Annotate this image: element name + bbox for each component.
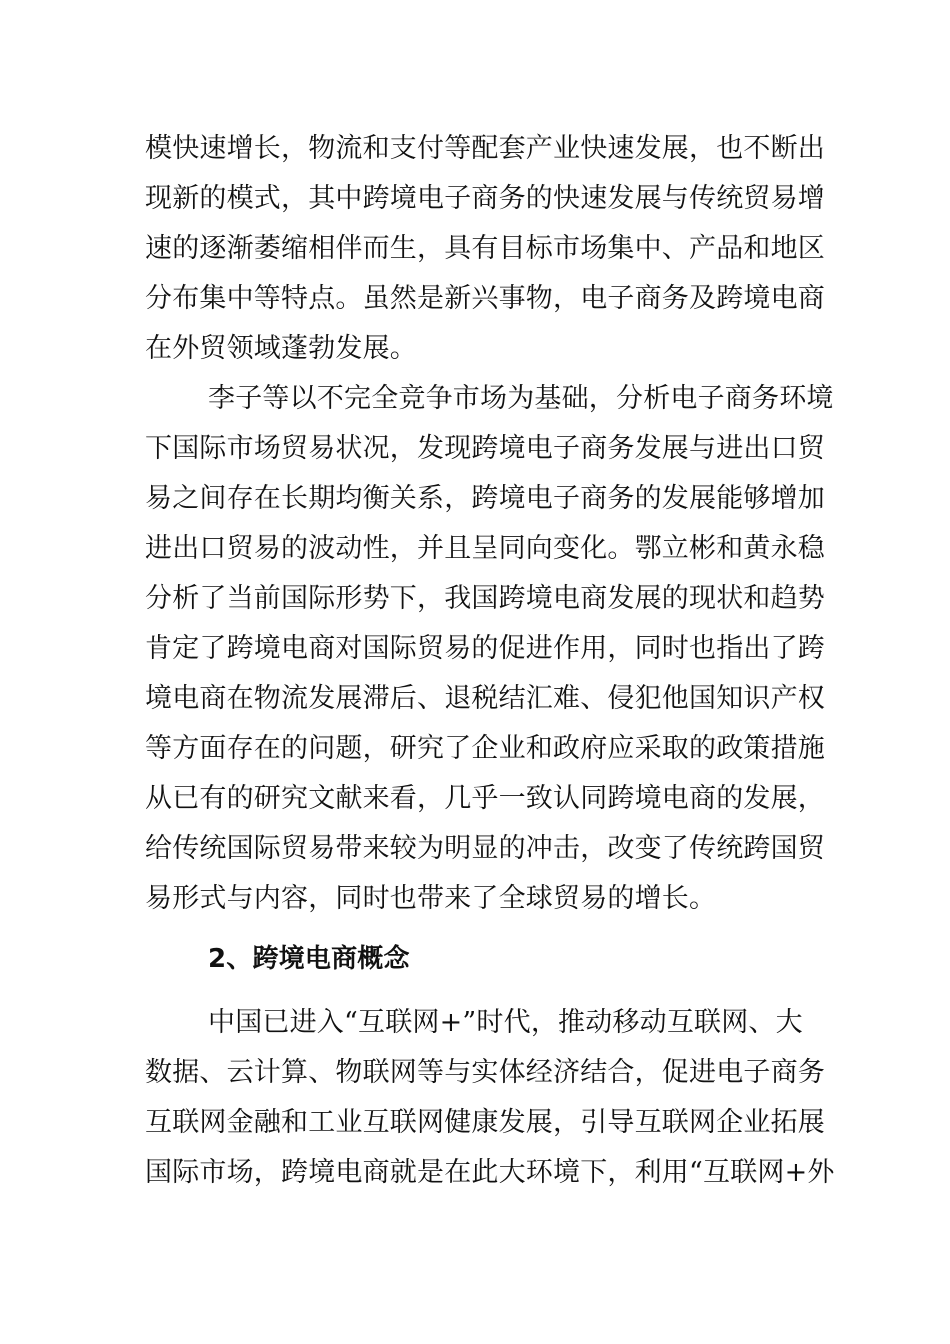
text-line: 等方面存在的问题，研究了企业和政府应采取的政策措施 [145,733,825,764]
text-line: 易之间存在长期均衡关系，跨境电子商务的发展能够增加 [145,483,825,514]
text-line: 给传统国际贸易带来较为明显的冲击，改变了传统跨国贸 [145,833,825,864]
text-line: 分布集中等特点。虽然是新兴事物，电子商务及跨境电商 [145,283,825,314]
text-line: 分析了当前国际形势下，我国跨境电商发展的现状和趋势 [145,583,825,614]
text-line: 互联网金融和工业互联网健康发展，引导互联网企业拓展 [145,1107,825,1138]
text-line: 国际市场，跨境电商就是在此大环境下，利用“互联网+外 [145,1157,835,1188]
text-line: 模快速增长，物流和支付等配套产业快速发展，也不断出 [145,133,825,164]
text-line: 易形式与内容，同时也带来了全球贸易的增长。 [145,883,717,914]
text-line: 数据、云计算、物联网等与实体经济结合，促进电子商务 [145,1057,825,1088]
section-heading: 2、跨境电商概念 [208,944,410,974]
text-line: 下国际市场贸易状况，发现跨境电子商务发展与进出口贸 [145,433,825,464]
text-line: 李子等以不完全竞争市场为基础，分析电子商务环境 [208,383,834,414]
text-line: 速的逐渐萎缩相伴而生，具有目标市场集中、产品和地区 [145,233,825,264]
text-line: 从已有的研究文献来看，几乎一致认同跨境电商的发展， [145,783,825,814]
text-line: 在外贸领域蓬勃发展。 [145,333,417,364]
text-line: 进出口贸易的波动性，并且呈同向变化。鄂立彬和黄永稳 [145,533,825,564]
text-line: 境电商在物流发展滞后、退税结汇难、侵犯他国知识产权 [145,683,825,714]
text-line: 中国已进入“互联网+”时代，推动移动互联网、大 [208,1007,803,1038]
text-line: 肯定了跨境电商对国际贸易的促进作用，同时也指出了跨 [145,633,825,664]
text-line: 现新的模式，其中跨境电子商务的快速发展与传统贸易增 [145,183,825,214]
